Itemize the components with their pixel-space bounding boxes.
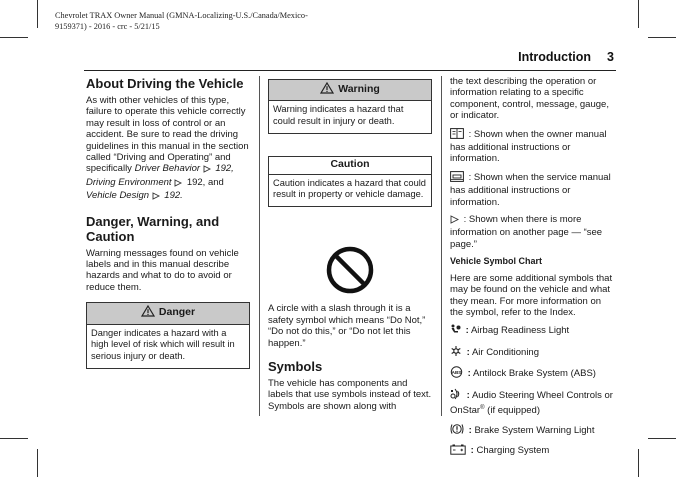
symbol-row-abs (450, 366, 616, 381)
warning-triangle-icon (320, 82, 334, 97)
page-number: 3 (607, 50, 614, 64)
meta-line-1: Chevrolet TRAX Owner Manual (GMNA-Localizing-U.S./Canada/Mexico- (55, 11, 308, 20)
warning-box-title: Warning (338, 83, 380, 95)
crop-mark (37, 449, 38, 477)
crop-mark (648, 37, 676, 38)
column-1 (86, 76, 250, 377)
symbol-row-audio-steering (450, 388, 616, 417)
owner-manual-symbol-row (450, 128, 616, 165)
symbol-colon: : (466, 346, 470, 358)
warning-triangle-icon (141, 305, 155, 320)
abs-icon (450, 366, 463, 381)
ref-page-3: 192. (161, 190, 183, 202)
page-reference-icon (174, 179, 182, 190)
warning-box (268, 79, 432, 134)
owner-manual-book-icon (450, 128, 464, 142)
symbols-intro-continued: the text describing the operation or information relating to a specific component, control, message, gauge, or indicator. (450, 76, 609, 122)
heading-about-driving: About Driving the Vehicle (86, 76, 244, 91)
danger-box-header (87, 303, 249, 324)
print-metadata (55, 10, 375, 32)
crop-mark (37, 0, 38, 28)
ref-driving-environment[interactable]: Driving Environment (86, 176, 172, 188)
ref-driver-behavior[interactable]: Driver Behavior (134, 163, 201, 175)
symbol-label-brake-warning: Brake System Warning Light (474, 424, 595, 436)
airbag-icon (450, 324, 461, 338)
page-ref-text: : Shown when there is more information on another page — “see page.” (450, 214, 603, 250)
danger-box-text: Danger indicates a hazard with a high level of risk which will result in serious injury or death. (91, 327, 235, 361)
symbol-colon: : (466, 389, 470, 401)
column-divider (441, 76, 442, 416)
service-manual-text: : Shown when the service manual has additional instructions or information. (450, 171, 611, 208)
symbol-label-abs: Antilock Brake System (ABS) (472, 368, 596, 380)
symbol-colon: : (465, 325, 469, 337)
page-reference-icon (152, 192, 160, 203)
crop-mark (0, 37, 28, 38)
meta-line-2: 9159371) - 2016 - crc - 5/21/15 (55, 22, 160, 31)
symbol-label-airbag: Airbag Readiness Light (470, 325, 570, 337)
heading-vehicle-symbol-chart: Vehicle Symbol Chart (450, 256, 543, 267)
heading-danger-warning-caution: Danger, Warning, and Caution (86, 213, 220, 244)
running-header (518, 50, 614, 64)
ref-page-2: 192, and (184, 176, 224, 188)
caution-box-title: Caution (269, 157, 431, 174)
danger-box (86, 302, 250, 369)
symbol-colon: : (468, 424, 472, 436)
symbol-colon: : (470, 444, 474, 456)
page-ref-symbol-row (450, 214, 616, 250)
about-text: As with other vehicles of this type, failure to operate this vehicle correctly may result in loss of control or an accident. Be sure to read the driving guidelines in this manual in the section called “Driving and Operating” and specifically (86, 95, 249, 175)
crop-mark (638, 0, 639, 28)
symbol-chart-intro: Here are some additional symbols that may be found on the vehicle and what they mean. For more information on the symbol, refer to the Index. (450, 272, 613, 318)
heading-symbols: Symbols (268, 359, 323, 375)
section-title: Introduction (518, 50, 592, 64)
battery-icon (450, 444, 466, 458)
ref-page-1: 192, (212, 163, 234, 175)
caution-box-text: Caution indicates a hazard that could result in property or vehicle damage. (273, 177, 426, 200)
column-2 (268, 76, 432, 418)
service-manual-symbol-row (450, 171, 616, 208)
circle-slash-text: A circle with a slash through it is a safety symbol which means “Do Not,” “Do not do this,” or “Do not let this happen.” (268, 303, 426, 349)
crop-mark (0, 438, 28, 439)
onstar-registered-mark: ® (480, 404, 485, 411)
do-not-symbol-icon (268, 245, 432, 295)
warning-box-header (269, 80, 431, 101)
symbol-row-air-conditioning (450, 345, 616, 360)
symbol-label-air-conditioning: Air Conditioning (471, 346, 540, 358)
onstar-if-equipped: (if equipped) (484, 405, 540, 417)
symbols-intro-text: The vehicle has components and labels that use symbols instead of text. Symbols are shown along with (268, 378, 432, 412)
symbol-colon: : (467, 368, 471, 380)
symbol-row-airbag (450, 324, 616, 338)
crop-mark (648, 438, 676, 439)
symbol-label-charging-system: Charging System (476, 444, 550, 456)
audio-steering-icon (450, 388, 462, 403)
danger-box-title: Danger (158, 306, 196, 319)
owner-manual-text: : Shown when the owner manual has additional instructions or information. (450, 128, 607, 165)
ref-vehicle-design[interactable]: Vehicle Design (86, 190, 150, 202)
brake-warning-icon (450, 423, 464, 438)
caution-box (268, 156, 432, 207)
header-rule (84, 70, 616, 71)
column-divider (259, 76, 260, 416)
about-paragraph (86, 95, 250, 204)
column-3 (450, 76, 616, 464)
air-conditioning-icon (450, 345, 462, 360)
symbol-row-charging-system (450, 444, 616, 458)
danger-intro-text: Warning messages found on vehicle labels and in this manual describe hazards and what to do to avoid or reduce them. (86, 247, 239, 293)
crop-mark (638, 449, 639, 477)
svg-text:ABS: ABS (451, 369, 462, 375)
page-reference-icon (450, 215, 459, 227)
symbol-label-audio-steering: Audio Steering Wheel Controls or OnStar (450, 389, 613, 417)
service-manual-icon (450, 171, 464, 185)
page-reference-icon (203, 165, 211, 176)
symbol-row-brake-warning (450, 423, 616, 438)
warning-box-text: Warning indicates a hazard that could result in injury or death. (273, 104, 404, 126)
